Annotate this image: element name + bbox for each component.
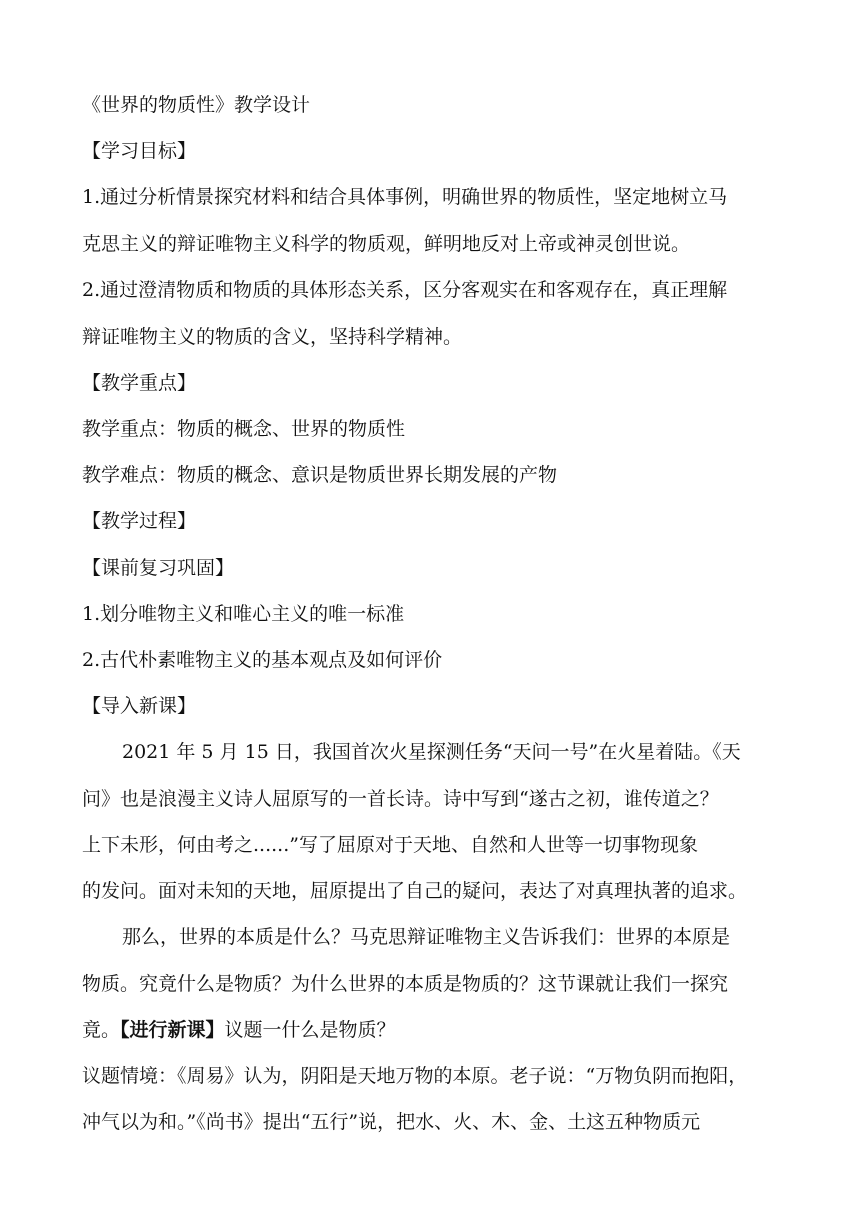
document-title: 《世界的物质性》教学设计 [82, 94, 311, 116]
intro-paragraph-line-1: 2021 年 5 月 15 日，我国首次火星探测任务“天问一号”在火星着陆。《天 [122, 741, 741, 763]
section-heading-intro: 【导入新课】 [82, 695, 197, 717]
difficult-point: 教学难点：物质的概念、意识是物质世界长期发展的产物 [82, 464, 558, 486]
key-point: 教学重点：物质的概念、世界的物质性 [82, 418, 406, 440]
intro-paragraph-line-3: 上下未形，何由考之......”写了屈原对于天地、自然和人世等一切事物现象 [82, 834, 698, 856]
intro-paragraph-line-2: 问》也是浪漫主义诗人屈原写的一首长诗。诗中写到“遂古之初，谁传道之？ [82, 788, 719, 810]
line-text: 竟。 [82, 1019, 121, 1041]
section-heading-review: 【课前复习巩固】 [82, 557, 235, 579]
question-paragraph-line-3 [82, 1017, 782, 1043]
objective-1-line-1: 1.通过分析情景探究材料和结合具体事例，明确世界的物质性，坚定地树立马 [82, 186, 728, 208]
section-heading-new-lesson: 【进行新课】 [120, 1019, 225, 1041]
review-item-1: 1.划分唯物主义和唯心主义的唯一标准 [82, 603, 405, 625]
review-item-2: 2.古代朴素唯物主义的基本观点及如何评价 [82, 649, 443, 671]
objective-2-line-2: 辩证唯物主义的物质的含义，坚持科学精神。 [82, 326, 463, 348]
question-paragraph-line-1: 那么，世界的本质是什么？马克思辩证唯物主义告诉我们：世界的本原是 [122, 926, 731, 948]
context-paragraph-line-1: 议题情境：《周易》认为，阴阳是天地万物的本原。老子说：“万物负阴而抱阳， [82, 1065, 748, 1087]
section-heading-key-points: 【教学重点】 [82, 372, 197, 394]
context-paragraph-line-2: 冲气以为和。”《尚书》提出“五行”说，把水、火、木、金、土这五种物质元 [82, 1111, 701, 1133]
objective-1-line-2: 克思主义的辩证唯物主义科学的物质观，鲜明地反对上帝或神灵创世说。 [82, 233, 691, 255]
intro-paragraph-line-4: 的发问。面对未知的天地，屈原提出了自己的疑问，表达了对真理执著的追求。 [82, 880, 748, 902]
objective-2-line-1: 2.通过澄清物质和物质的具体形态关系，区分客观实在和客观存在，真正理解 [82, 279, 728, 301]
section-heading-objectives: 【学习目标】 [82, 140, 197, 162]
section-heading-process: 【教学过程】 [82, 510, 197, 532]
question-paragraph-line-2: 物质。究竟什么是物质？为什么世界的本质是物质的？这节课就让我们一探究 [82, 973, 729, 995]
topic-one-heading: 议题一什么是物质？ [224, 1019, 396, 1041]
